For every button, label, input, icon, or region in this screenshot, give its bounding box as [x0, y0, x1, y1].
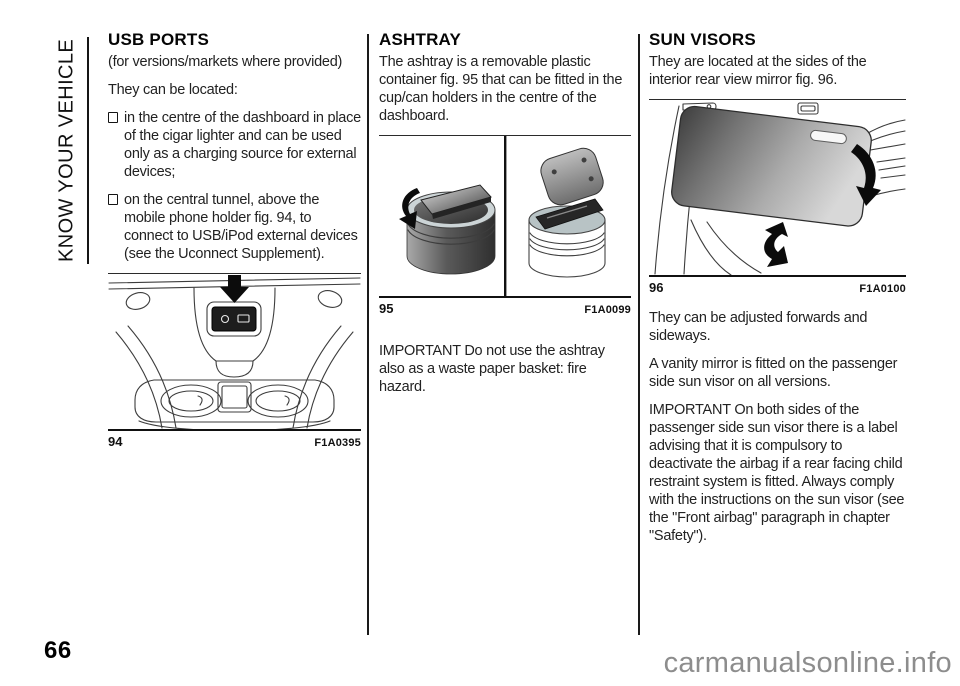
- usb-location-list: [108, 109, 361, 263]
- list-item-text: in the centre of the dashboard in place of the cigar lighter and can be used only as a charging source for external devices;: [124, 110, 361, 180]
- figure-number: 96: [649, 280, 664, 295]
- intro-text: They can be located:: [108, 82, 238, 98]
- figure-96-drawing: [649, 99, 906, 277]
- curved-adjust-arrow-icon: [764, 222, 788, 267]
- section-subtitle: (for versions/markets where provided): [108, 54, 343, 70]
- overhead-console-illustration: [108, 274, 361, 429]
- column-divider: [367, 34, 369, 635]
- figure-number: 94: [108, 434, 123, 449]
- chapter-label: KNOW YOUR VEHICLE: [55, 38, 78, 263]
- figure-code: F1A0100: [859, 283, 906, 295]
- list-item: [108, 191, 361, 263]
- body-paragraph: They can be adjusted forwards and sideways.: [649, 310, 868, 344]
- figure-caption: [108, 431, 361, 449]
- list-item-text: on the central tunnel, above the mobile phone holder fig. 94, to connect to USB/iPod external devices (see the Uconnect Supplement).: [124, 192, 358, 262]
- body-paragraph: A vanity mirror is fitted on the passenger side sun visor on all versions.: [649, 356, 898, 390]
- figure-code: F1A0099: [584, 304, 631, 316]
- open-square-icon: [108, 194, 118, 205]
- body-paragraph: The ashtray is a removable plastic container fig. 95 that can be fitted in the cup/can holders in the centre of the dashboard.: [379, 54, 623, 124]
- figure-code: F1A0395: [314, 437, 361, 449]
- sun-visor-illustration: [649, 100, 906, 275]
- ashtray-illustration: [379, 136, 631, 296]
- section-title: ASHTRAY: [379, 30, 462, 49]
- watermark: carmanualsonline.info: [663, 647, 952, 679]
- figure-number: 95: [379, 301, 394, 316]
- chapter-divider-line: [87, 37, 89, 264]
- column-divider: [638, 34, 640, 635]
- down-arrow-icon: [220, 275, 249, 303]
- figure-96: [649, 99, 906, 295]
- figure-caption: [379, 298, 631, 316]
- important-note: IMPORTANT Do not use the ashtray also as a waste paper basket: fire hazard.: [379, 343, 605, 395]
- figure-95: [379, 135, 631, 316]
- section-title: USB PORTS: [108, 30, 209, 49]
- page-number: 66: [44, 637, 72, 664]
- list-item: [108, 109, 361, 181]
- section-title: SUN VISORS: [649, 30, 756, 49]
- figure-95-drawing: [379, 135, 631, 298]
- important-note: IMPORTANT On both sides of the passenger side sun visor there is a label advising that it is compulsory to deactivate the airbag if a rear facing child restraint system is fitted. Always comply with the instructions on the sun visor (see the "Front airbag" paragraph in chapter "Safety").: [649, 402, 905, 544]
- body-paragraph: They are located at the sides of the interior rear view mirror fig. 96.: [649, 54, 867, 88]
- open-square-icon: [108, 112, 118, 123]
- figure-caption: [649, 277, 906, 295]
- figure-94-drawing: [108, 273, 361, 431]
- section-ashtray: [379, 30, 631, 406]
- section-sun-visors: [649, 30, 906, 555]
- figure-94: [108, 273, 361, 449]
- section-usb-ports: [108, 30, 361, 449]
